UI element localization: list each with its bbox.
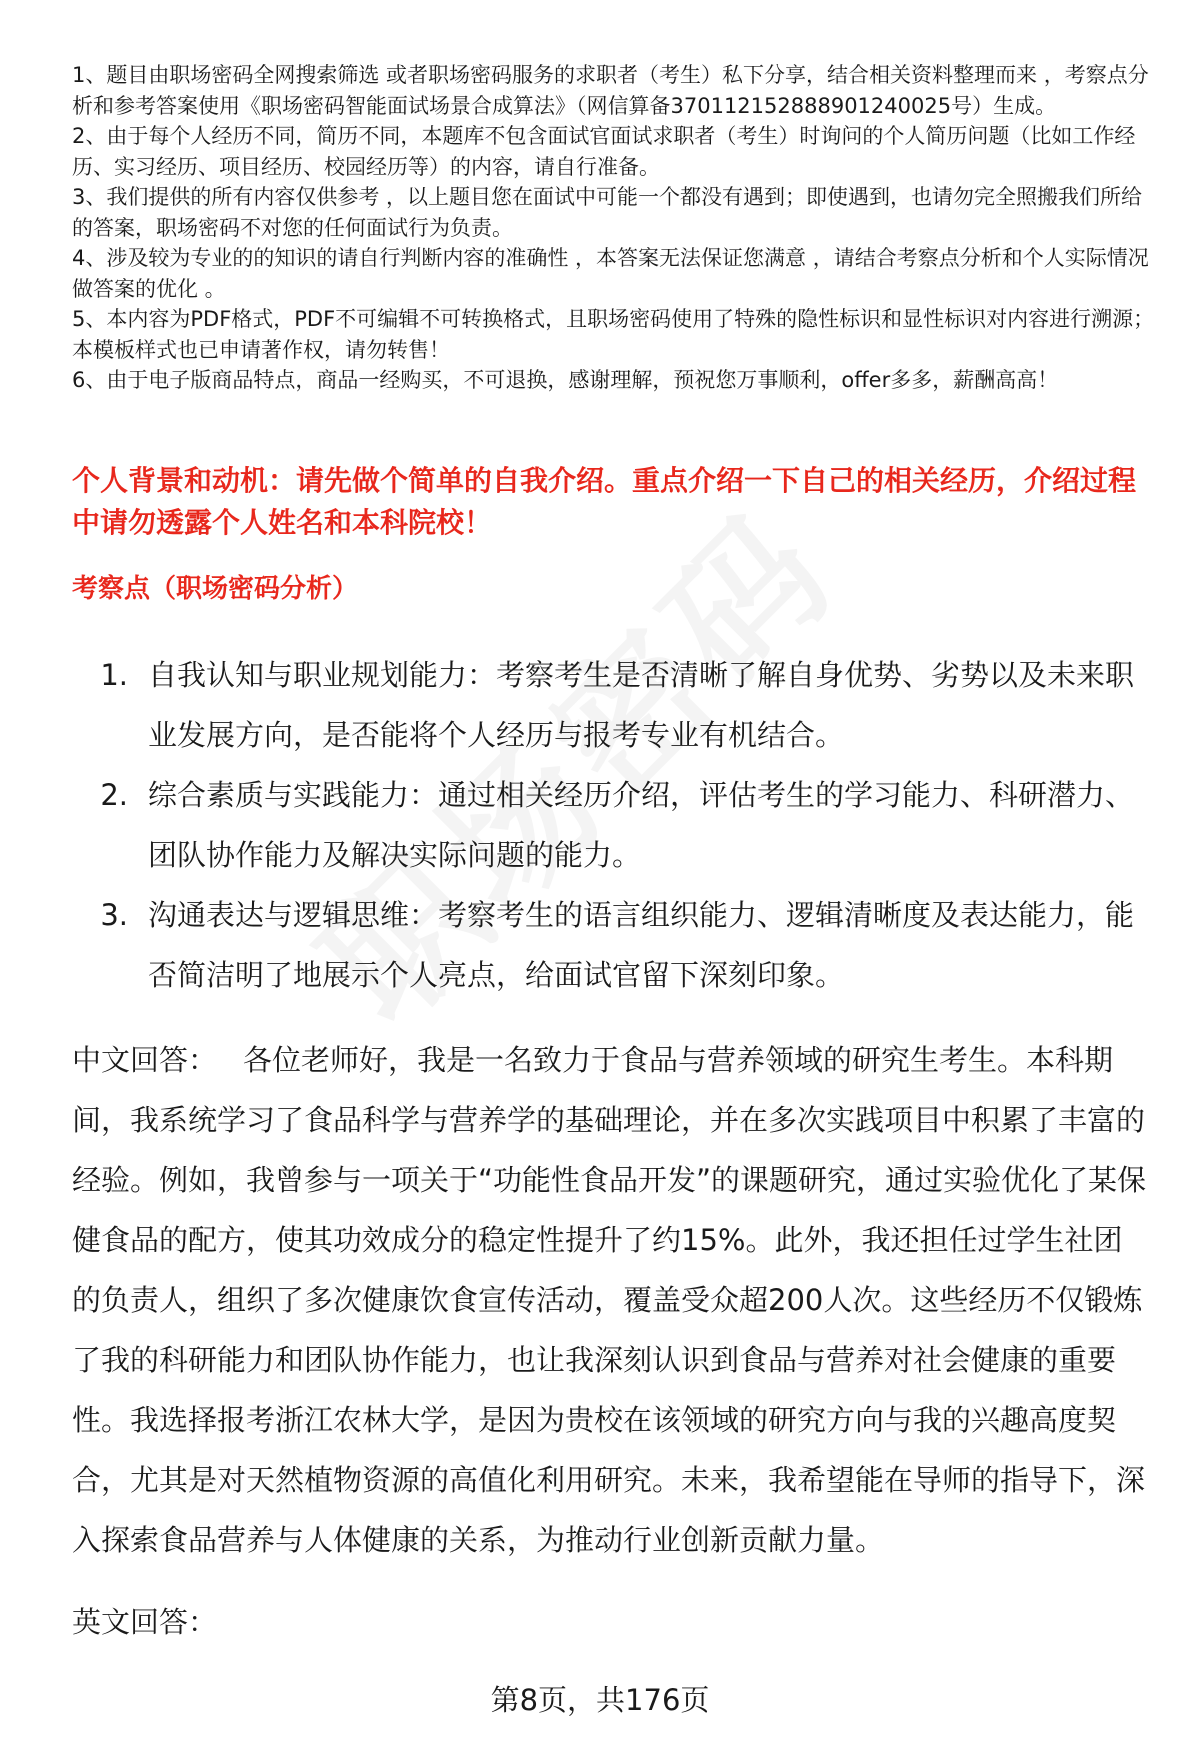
disclaimer-notes [72,60,1162,396]
list-text: 自我认知与职业规划能力：考察考生是否清晰了解自身优势、劣势以及未来职业发展方向，是否能将个人经历与报考专业有机结合。 [148,658,1135,752]
answer-cn-text: 各位老师好，我是一名致力于食品与营养领域的研究生考生。本科期间，我系统学习了食品科学与营养学的基础理论，并在多次实践项目中积累了丰富的经验。例如，我曾参与一项关于“功能性食品开发”的课题研究，通过实验优化了某保健食品的配方，使其功效成分的稳定性提升了约15%。此外，我还担任过学生社团的负责人，组织了多次健康饮食宣传活动，覆盖受众超200人次。这些经历不仅锻炼了我的科研能力和团队协作能力，也让我深刻认识到食品与营养对社会健康的重要性。我选择报考浙江农林大学，是因为贵校在该领域的研究方向与我的兴趣高度契合，尤其是对天然植物资源的高值化利用研究。未来，我希望能在导师的指导下，深入探索食品营养与人体健康的关系，为推动行业创新贡献力量。 [72,1043,1147,1557]
disclaimer-line: 1、题目由职场密码全网搜索筛选 或者职场密码服务的求职者（考生）私下分享，结合相关资料整理而来 ，考察点分析和参考答案使用《职场密码智能面试场景合成算法》（网信算备370112152888901240025号）生成。 [72,63,1149,118]
list-item [72,765,1162,885]
list-text: 综合素质与实践能力：通过相关经历介绍，评估考生的学习能力、科研潜力、团队协作能力及解决实际问题的能力。 [148,778,1135,872]
disclaimer-line: 2、由于每个人经历不同，简历不同，本题库不包含面试官面试求职者（考生）时询问的个人简历问题（比如工作经历、实习经历、项目经历、校园经历等）的内容，请自行准备。 [72,124,1136,179]
chinese-answer [72,1030,1147,1570]
question-heading: 个人背景和动机：请先做个简单的自我介绍。重点介绍一下自己的相关经历，介绍过程中请勿透露个人姓名和本科院校！ [72,464,1137,539]
page-number: 第8页，共176页 [490,1683,710,1717]
list-item [72,645,1162,765]
list-text: 沟通表达与逻辑思维：考察考生的语言组织能力、逻辑清晰度及表达能力，能否简洁明了地展示个人亮点，给面试官留下深刻印象。 [148,898,1135,992]
list-number: 2. [100,778,128,812]
disclaimer-line: 6、由于电子版商品特点，商品一经购买，不可退换，感谢理解，预祝您万事顺利，offer多多，薪酬高高！ [72,368,1059,392]
analysis-points [72,645,1162,1005]
answer-paragraph [72,1030,1147,1570]
analysis-heading: 考察点（职场密码分析） [72,574,359,604]
disclaimer-line: 3、我们提供的所有内容仅供参考 ，以上题目您在面试中可能一个都没有遇到；即使遇到，也请勿完全照搬我们所给的答案，职场密码不对您的任何面试行为负责。 [72,185,1143,240]
list-number: 1. [100,658,128,692]
disclaimer-line: 5、本内容为PDF格式，PDF不可编辑不可转换格式，且职场密码使用了特殊的隐性标识和显性标识对内容进行溯源；本模板样式也已申请著作权，请勿转售！ [72,307,1155,362]
list-item [72,885,1162,1005]
answer-en-label: 英文回答： [72,1605,218,1639]
disclaimer-line: 4、涉及较为专业的的知识的请自行判断内容的准确性 ，本答案无法保证您满意 ，请结合考察点分析和个人实际情况做答案的优化 。 [72,246,1149,301]
list-number: 3. [100,898,128,932]
answer-cn-label: 中文回答： [72,1043,218,1077]
